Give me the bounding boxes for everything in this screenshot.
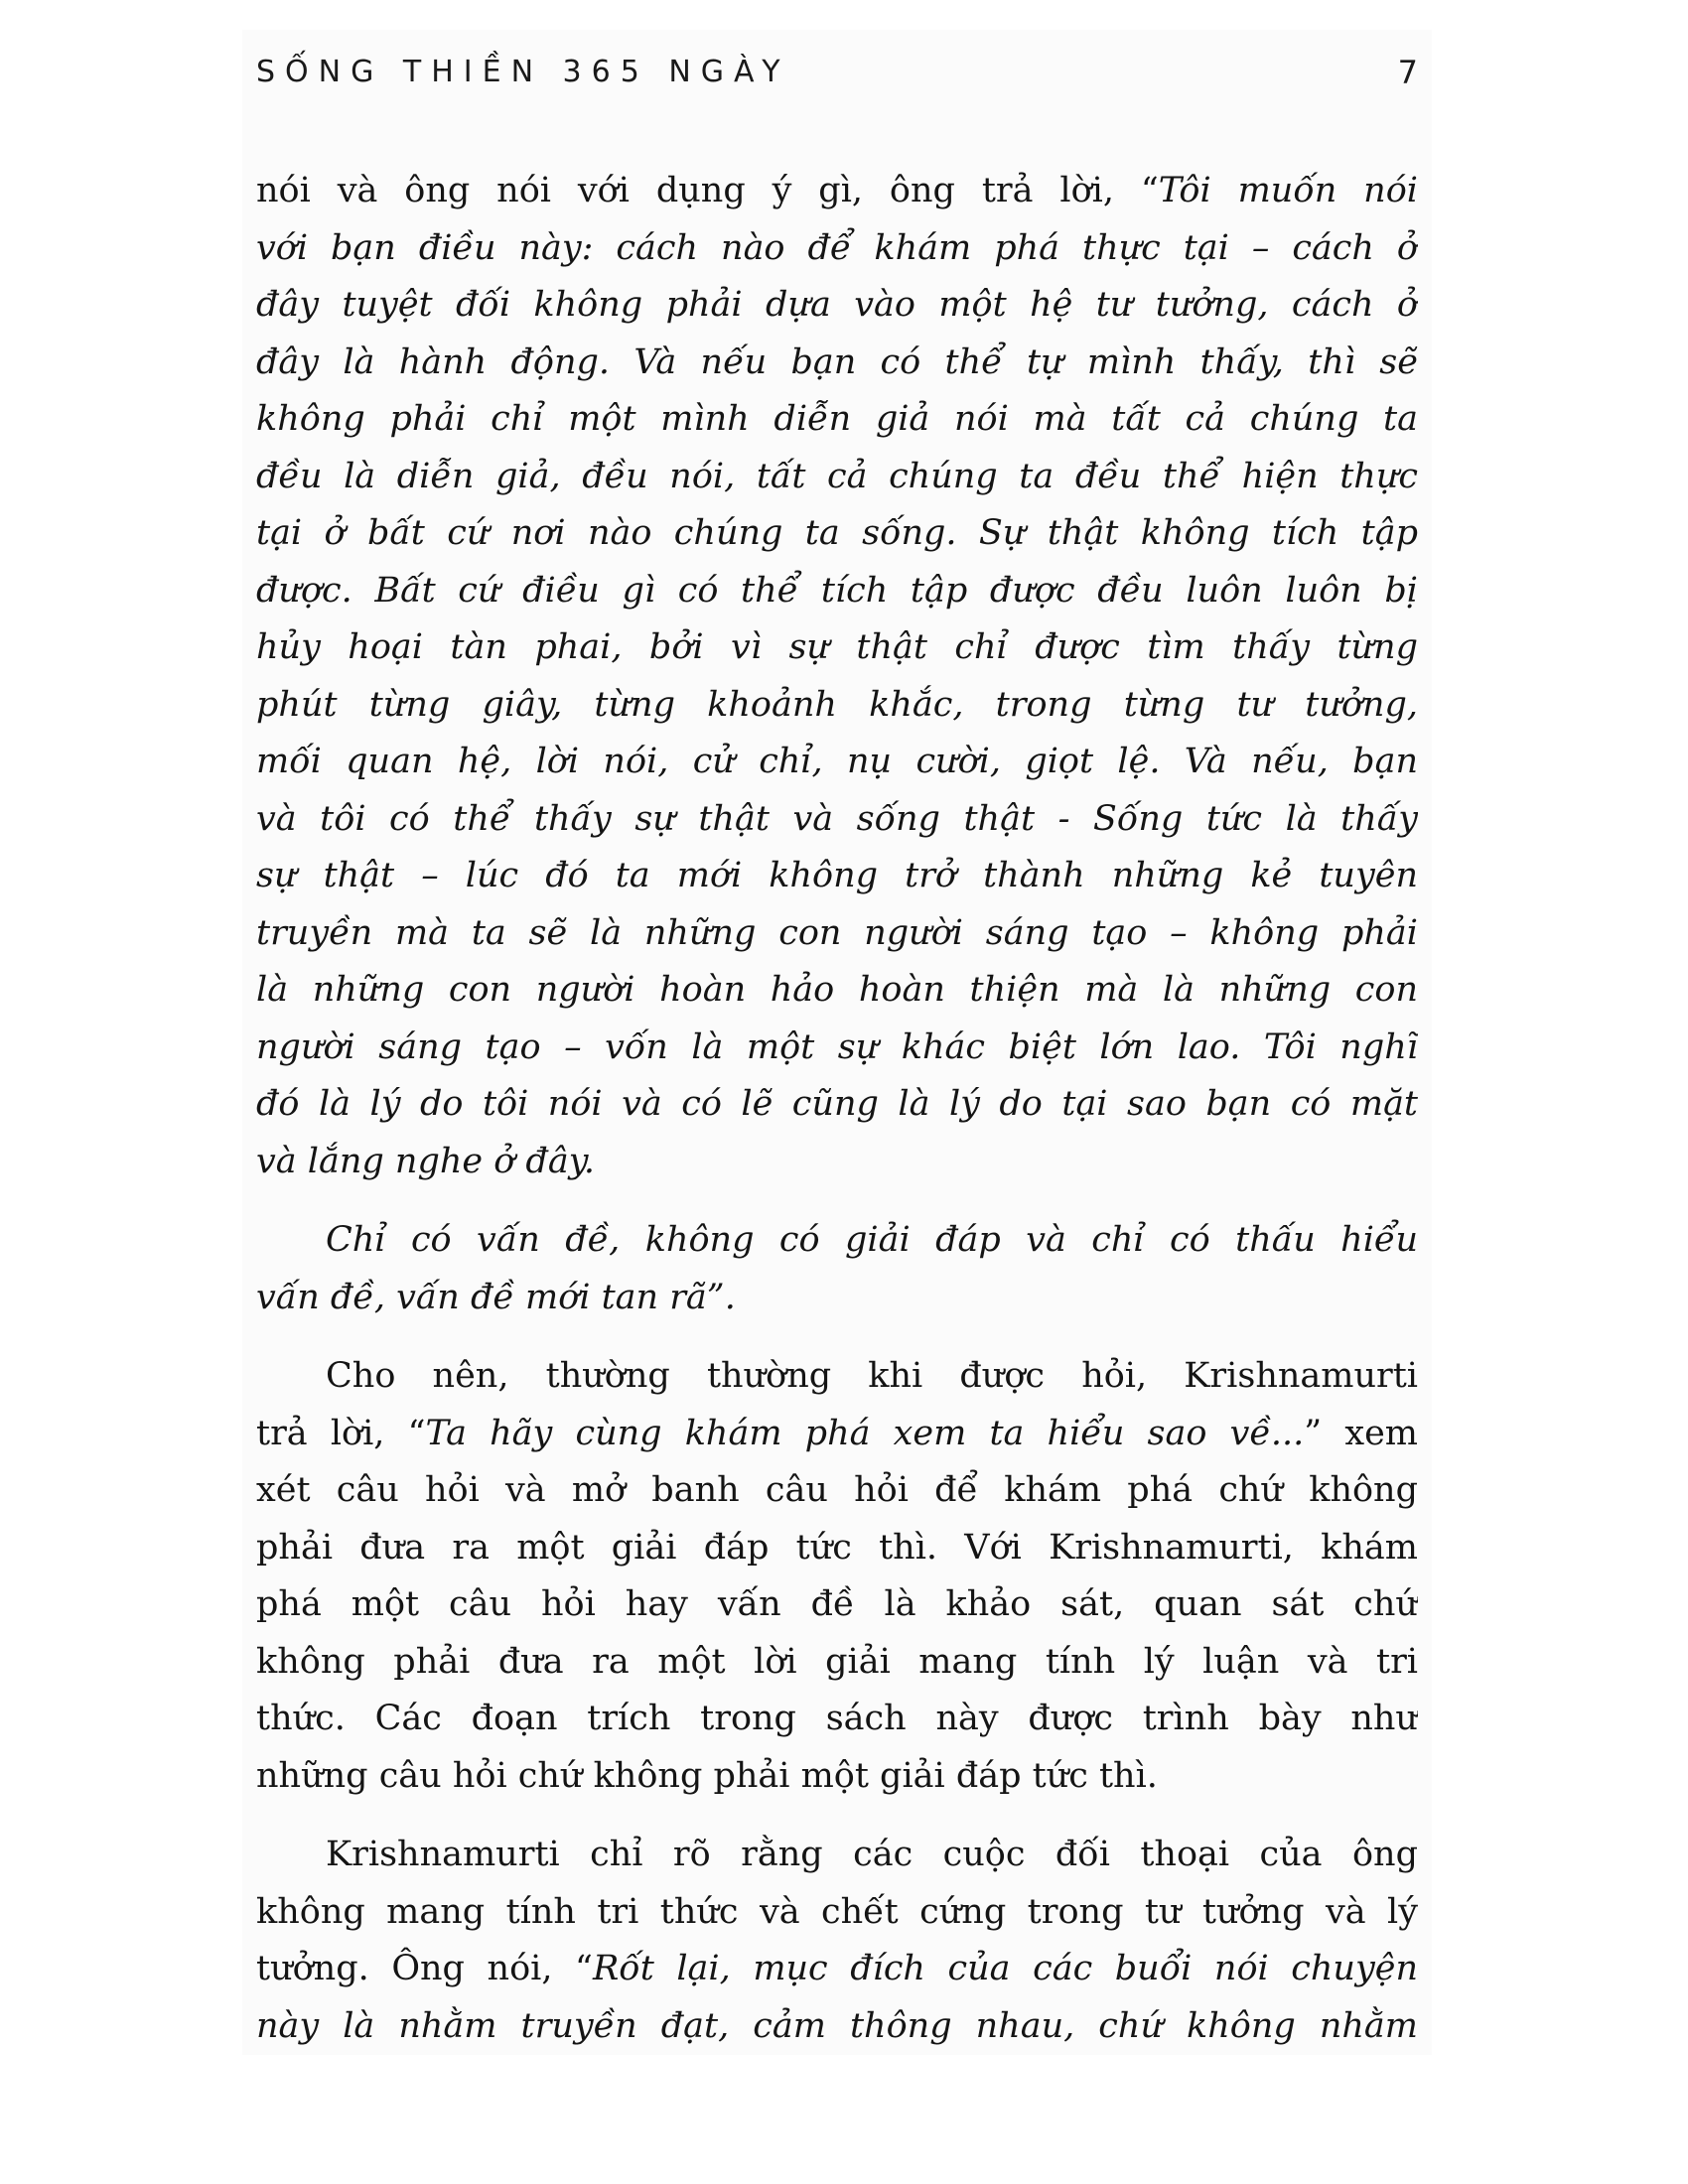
text-line: tại ở bất cứ nơi nào chúng ta sống. Sự thật không tích tập	[256, 513, 1418, 553]
text-line: Krishnamurti chỉ rõ rằng các cuộc đối thoại của ông	[326, 1835, 1418, 1874]
running-header	[256, 50, 1418, 95]
paragraph	[256, 1212, 1418, 1326]
text-line: thức. Các đoạn trích trong sách này được trình bày như	[256, 1699, 1418, 1738]
text-line: vấn đề, vấn đề mới tan rã”.	[256, 1277, 736, 1317]
text-line: là những con người hoàn hảo hoàn thiện mà là những con	[256, 970, 1418, 1010]
text-run: nói và ông nói với dụng ý gì, ông trả lời, “	[256, 171, 1159, 210]
page-number: 7	[1397, 54, 1418, 91]
text-line: không phải chỉ một mình diễn giả nói mà tất cả chúng ta	[256, 399, 1418, 439]
paragraph	[256, 1827, 1418, 2055]
text-line: đây là hành động. Và nếu bạn có thể tự mình thấy, thì sẽ	[256, 341, 1418, 382]
text-line: đây tuyệt đối không phải dựa vào một hệ tư tưởng, cách ở	[256, 285, 1418, 325]
text-line: này là nhằm truyền đạt, cảm thông nhau, chứ không nhằm	[256, 2005, 1418, 2046]
text-line: đó là lý do tôi nói và có lẽ cũng là lý do tại sao bạn có mặt	[256, 1084, 1418, 1124]
text-line: và lắng nghe ở đây.	[256, 1141, 595, 1181]
italic-quote: Ta hãy cùng khám phá xem ta hiểu sao về...	[425, 1413, 1305, 1453]
paragraph	[256, 163, 1418, 1190]
text-run: ” xem	[1304, 1413, 1418, 1453]
text-line: mối quan hệ, lời nói, cử chỉ, nụ cười, giọt lệ. Và nếu, bạn	[256, 742, 1418, 781]
text-line: với bạn điều này: cách nào để khám phá thực tại – cách ở	[256, 227, 1418, 268]
text-line: không mang tính tri thức và chết cứng trong tư tưởng và lý	[256, 1891, 1418, 1932]
text-line: hủy hoại tàn phai, bởi vì sự thật chỉ được tìm thấy từng	[256, 627, 1418, 667]
italic-quote: Rốt lại, mục đích của các buổi nói chuyện	[592, 1949, 1418, 1988]
text-line	[256, 1941, 1418, 1998]
text-line: Cho nên, thường thường khi được hỏi, Krishnamurti	[326, 1356, 1418, 1396]
book-title-header: SỐNG THIỀN 365 NGÀY	[256, 55, 790, 89]
text-line	[256, 1406, 1418, 1463]
italic-quote: Tôi muốn nói	[1158, 171, 1418, 210]
text-run: tưởng. Ông nói, “	[256, 1949, 593, 1988]
text-line: người sáng tạo – vốn là một sự khác biệt lớn lao. Tôi nghĩ	[256, 1026, 1418, 1067]
text-line: và tôi có thể thấy sự thật và sống thật - Sống tức là thấy	[256, 798, 1418, 839]
text-line: không phải đưa ra một lời giải mang tính lý luận và tri	[256, 1641, 1418, 1682]
paragraph	[256, 1348, 1418, 1805]
text-line: sự thật – lúc đó ta mới không trở thành những kẻ tuyên	[256, 856, 1418, 895]
text-line: phút từng giây, từng khoảnh khắc, trong từng tư tưởng,	[256, 684, 1418, 725]
text-line: được. Bất cứ điều gì có thể tích tập được đều luôn luôn bị	[256, 570, 1418, 611]
body-text	[256, 163, 1418, 2055]
text-line: xét câu hỏi và mở banh câu hỏi để khám phá chứ không	[256, 1470, 1418, 1510]
text-line: đều là diễn giả, đều nói, tất cả chúng ta đều thể hiện thực	[256, 456, 1418, 496]
text-line	[256, 163, 1418, 220]
text-line: những câu hỏi chứ không phải một giải đáp tức thì.	[256, 1755, 1158, 1796]
text-run: trả lời, “	[256, 1413, 426, 1453]
text-line: truyền mà ta sẽ là những con người sáng tạo – không phải	[256, 912, 1418, 953]
text-line: phải đưa ra một giải đáp tức thì. Với Krishnamurti, khám	[256, 1527, 1418, 1568]
text-line: phá một câu hỏi hay vấn đề là khảo sát, quan sát chứ	[256, 1584, 1418, 1624]
text-line: Chỉ có vấn đề, không có giải đáp và chỉ có thấu hiểu	[326, 1220, 1418, 1260]
